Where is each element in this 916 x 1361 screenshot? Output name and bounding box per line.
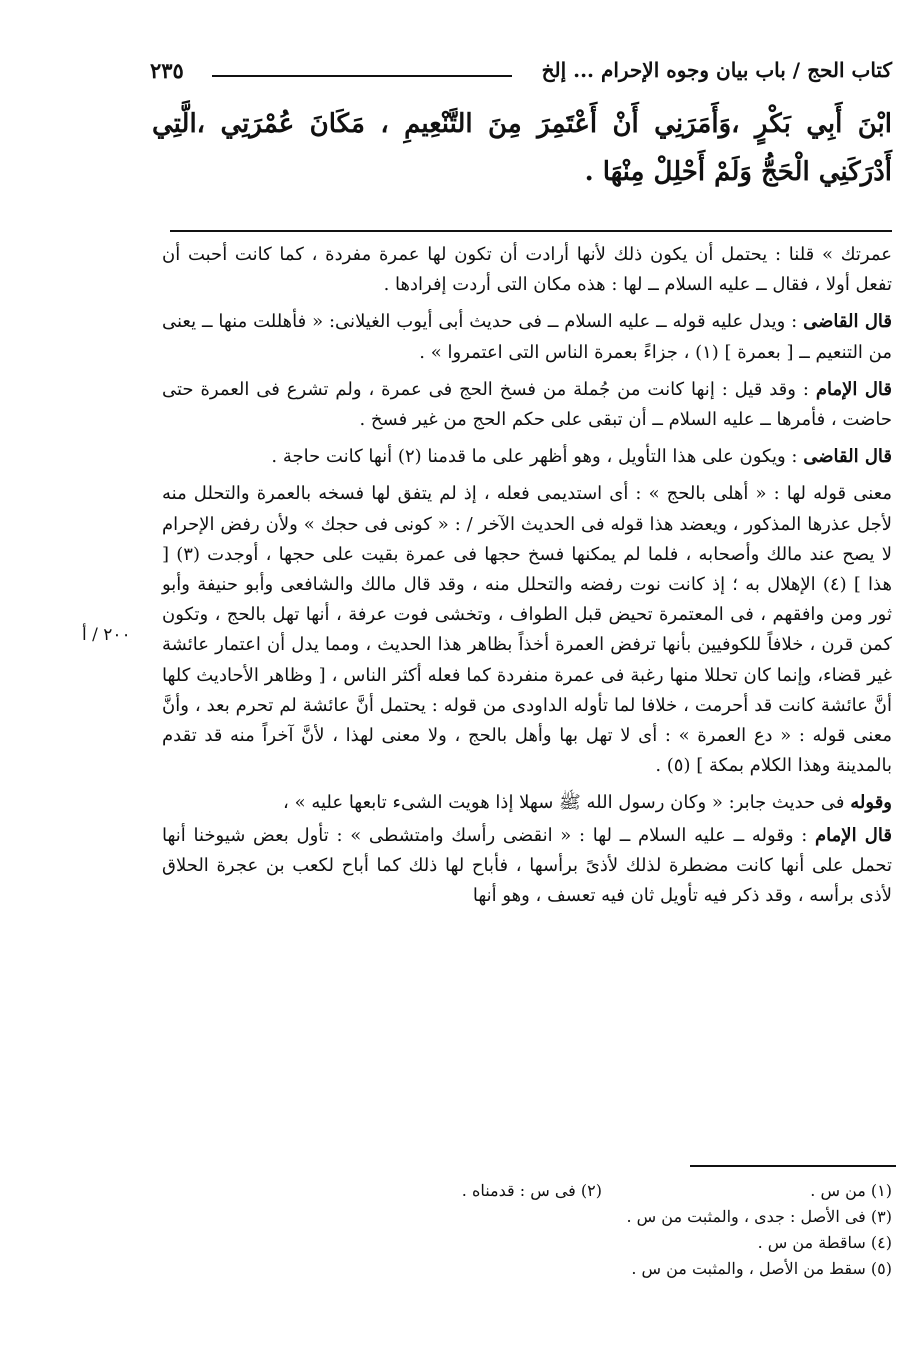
paragraph-text: معنى قوله لها : « أهلى بالحج » : أى استديمى فعله ، إذ لم يتفق لها فسخه بالعمرة والتحلل منه لأجل عذرها المذكور ، ويعضد هذا قوله فى الحديث الآخر / : « كونى فى حجك » ولأن رفض الإحرام لا يصح عند مالك وأصحابه ، فلما لم يمكنها فسخ حجها فى عمرة بقيت على حجها ، أوجدت (٣) [ هذا ] (٤) الإهلال به ؛ إذ كانت نوت رفضه والتحلل منه ، وقد قال مالك والشافعى وأبو حنيفة وأبو ثور ومن وافقهم ، فى المعتمرة تحيض قبل الطواف ، وتخشى فوت عرفة ، أنها تهل بالحج ، وتكون كمن قرن ، خلافاً للكوفيين بأنها ترفض العمرة أخذاً بظاهر هذا الحديث ، ومما يدل أن اعتمار عائشة غير قضاء، وإنما كان تحللا منها رغبة فى عمرة منفردة كما فعله أكثر الناس ، [ وظاهر الأحاديث كلها أنَّ عائشة كانت قد أحرمت ، خلافا لما تأوله الداودى من قوله : يحتمل أنَّ عائشة لم تحرم بعد ، وأنَّ معنى قوله : « دع العمرة » : أى لا تهل بها وأهل بالحج ، ولا معنى لهذا ، لأنَّ آخراً منه قد تقدم بالمدينة وهذا الكلام بمكة ] (٥) . [162,483,892,777]
footnote-5: (٥) سقط من الأصل ، والمثبت من س . [631,1259,892,1278]
manuscript-folio-marker: ٢٠٠ / أ [82,625,131,645]
page-number: ٢٣٥ [150,58,184,83]
speaker-label: وقوله [850,792,892,814]
speaker-label: قال الإمام [815,378,892,400]
paragraph [162,240,892,300]
footnote-3: (٣) فى الأصل : جدى ، والمثبت من س . [626,1207,892,1226]
paragraph-text: : وقوله ــ عليه السلام ــ لها : « انقضى رأسك وامتشطى » : تأول بعض شيوخنا أنها تحمل على أنها كانت مضطرة لذلك لأذىً برأسها ، فأباح لها ذلك كما أباح لكعب بن عجرة الحلاق لأذى برأسه ، وقد ذكر فيه تأويل ثان فيه تعسف ، وهو أنها [162,824,892,907]
paragraph-text: : ويكون على هذا التأويل ، وهو أظهر على ما قدمنا (٢) أنها كانت حاجة . [271,446,798,468]
section-divider [170,230,892,232]
paragraph-text: : وقد قيل : إنها كانت من جُملة من فسخ الحج فى عمرة ، ولم تشرع فى العمرة حتى حاضت ، فأمرها ــ عليه السلام ــ أن تبقى على حكم الحج من غير فسخ . [162,378,892,431]
footnote-1: (١) من س . [810,1181,892,1200]
speaker-label: قال القاضى [803,311,893,333]
footnote-2: (٢) فى س : قدمناه . [461,1181,602,1200]
footnotes [162,1178,892,1282]
commentary [162,240,892,918]
paragraph [162,821,892,912]
paragraph-text: عمرتك » قلنا : يحتمل أن يكون ذلك لأنها أرادت أن تكون لها عمرة مفردة ، كما كانت أحبت أن تفعل أولا ، فقال ــ عليه السلام ــ لها : هذه مكان التى أردت إفرادها . [162,244,892,296]
speaker-label: قال الإمام [815,824,892,846]
footnote-4: (٤) ساقطة من س . [757,1233,892,1252]
paragraph [162,307,892,367]
paragraph [162,788,892,818]
paragraph [162,442,892,472]
header-rule [212,75,512,77]
hadith-text: ابْنَ أَبِي بَكْرٍ ،وَأَمَرَنِي أَنْ أَعْتَمِرَ مِنَ التَّنْعِيمِ ، مَكَانَ عُمْرَتِي ،الَّتِي أَدْرَكَنِي الْحَجُّ وَلَمْ أَحْلِلْ مِنْهَا . [152,109,892,187]
paragraph-text: : ويدل عليه قوله ــ عليه السلام ــ فى حديث أبى أيوب الغيلانى: « فأهللت منها ــ يعنى من التنعيم ــ [ بعمرة ] (١) ، جزاءً بعمرة الناس التى اعتمروا » . [162,311,892,363]
speaker-label: قال القاضى [803,446,892,468]
paragraph [162,375,892,435]
footnote-rule [690,1165,896,1167]
paragraph-text: فى حديث جابر: « وكان رسول الله ﷺ سهلا إذا هويت الشىء تابعها عليه » ، [283,792,845,814]
footnote-row [162,1178,892,1204]
paragraph [162,479,892,781]
running-title: كتاب الحج / باب بيان وجوه الإحرام ... إلخ [541,58,892,82]
